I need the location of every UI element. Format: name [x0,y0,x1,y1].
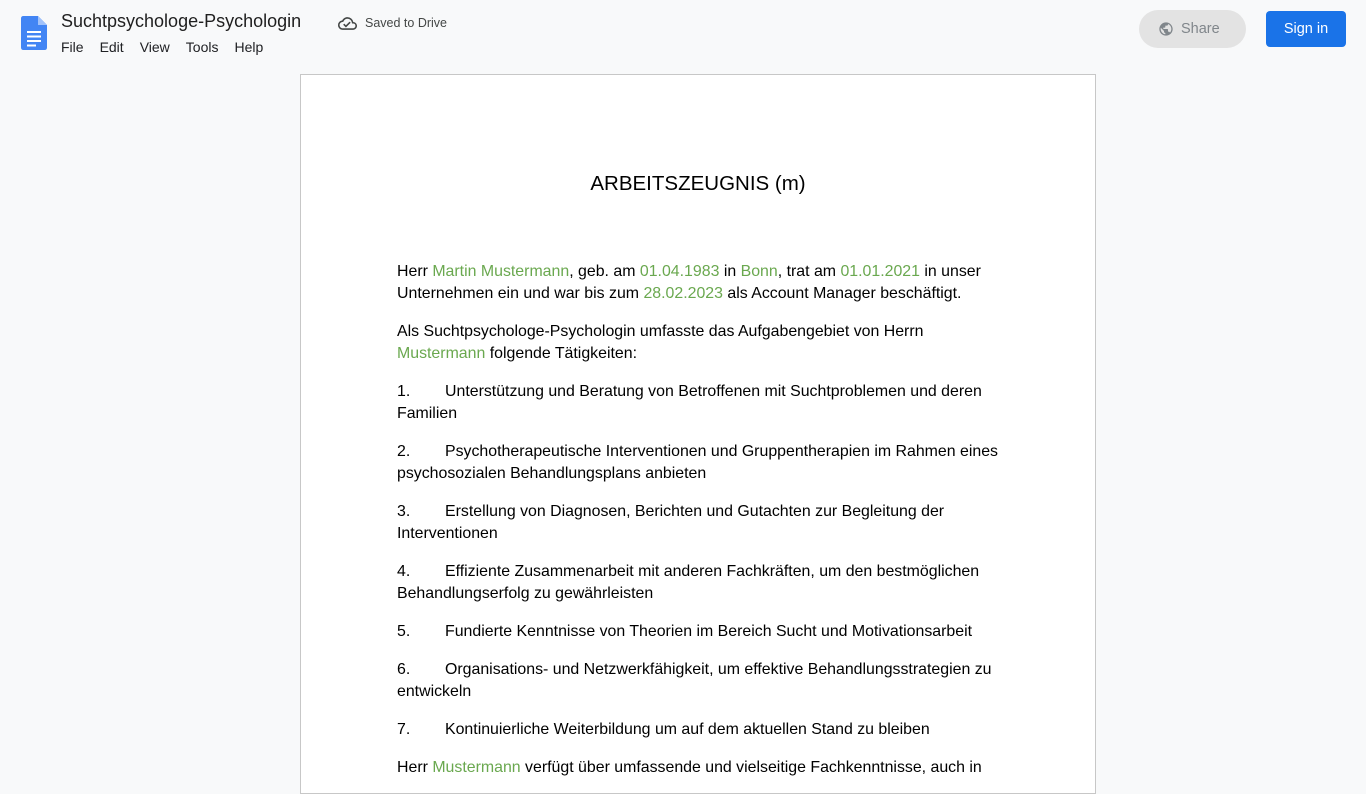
task-text: Organisations- und Netzwerkfähigkeit, um effektive Behandlungsstrategien zu entwickeln [397,661,992,700]
tasks-intro-text-2: folgende Tätigkeiten: [485,345,637,362]
tasks-intro-paragraph [397,321,1007,365]
task-number: 1. [397,383,411,400]
task-text: Erstellung von Diagnosen, Berichten und Gutachten zur Begleitung der Interventionen [397,503,945,542]
top-bar [0,0,1366,64]
task-text: Kontinuierliche Weiterbildung um auf dem aktuellen Stand zu bleiben [445,721,930,738]
closing-text-1: Herr [397,759,433,776]
saved-status[interactable] [338,14,447,32]
share-button-label: Share [1181,21,1220,37]
task-text: Fundierte Kenntnisse von Theorien im Bereich Sucht und Motivationsarbeit [445,623,973,640]
menu-view[interactable]: View [139,39,170,55]
globe-icon [1158,21,1174,37]
task-item [397,501,1007,545]
intro-paragraph [397,261,1007,305]
menu-help[interactable]: Help [234,39,264,55]
menu-tools[interactable]: Tools [185,39,219,55]
intro-text-6: als Account Manager beschäftigt. [722,285,962,302]
intro-text-2: , geb. am [569,263,640,280]
task-item [397,659,1007,703]
task-number: 5. [397,623,411,640]
menu-bar [53,36,271,58]
menu-file[interactable]: File [61,39,84,55]
task-text: Psychotherapeutische Interventionen und Gruppentherapien im Rahmen eines psychosozialen Behandlungsplans anbieten [397,443,998,482]
task-text: Unterstützung und Beratung von Betroffenen mit Suchtproblemen und deren Familien [397,383,982,422]
document-title[interactable]: Suchtpsychologe-Psychologin [61,11,302,31]
task-item [397,561,1007,605]
menu-edit[interactable]: Edit [99,39,124,55]
end-date: 28.02.2023 [643,285,723,302]
cloud-done-icon [338,14,357,33]
saved-status-label: Saved to Drive [365,16,447,30]
task-item [397,381,1007,425]
google-docs-icon[interactable] [21,16,47,50]
birth-date: 01.04.1983 [639,263,720,280]
closing-text-2: verfügt über umfassende und vielseitige Fachkenntnisse, auch in [520,759,982,776]
intro-text-1: Herr [397,263,433,280]
task-number: 6. [397,661,411,678]
intro-text-4: , trat am [777,263,841,280]
birth-place: Bonn [740,263,778,280]
document-heading: ARBEITSZEUGNIS (m) [590,172,806,195]
task-number: 2. [397,443,411,460]
task-item [397,621,1007,643]
task-number: 4. [397,563,411,580]
document-page[interactable] [300,74,1096,794]
employee-name: Martin Mustermann [432,263,570,280]
document-body [397,261,1007,794]
task-number: 7. [397,721,411,738]
intro-text-3: in [719,263,741,280]
task-number: 3. [397,503,411,520]
tasks-intro-text-1: Als Suchtpsychologe-Psychologin umfasste das Aufgabengebiet von Herrn [397,323,924,340]
task-item [397,719,1007,741]
start-date: 01.01.2021 [840,263,920,280]
intro-text-5: in unser Unternehmen ein und war bis zum [397,263,981,302]
sign-in-button[interactable]: Sign in [1266,11,1346,47]
employee-surname: Mustermann [397,345,486,362]
closing-paragraph [397,757,1007,779]
task-text: Effiziente Zusammenarbeit mit anderen Fachkräften, um den bestmöglichen Behandlungserfolg zu gewährleisten [397,563,980,602]
task-item [397,441,1007,485]
closing-surname: Mustermann [432,759,521,776]
share-button[interactable] [1139,10,1246,48]
